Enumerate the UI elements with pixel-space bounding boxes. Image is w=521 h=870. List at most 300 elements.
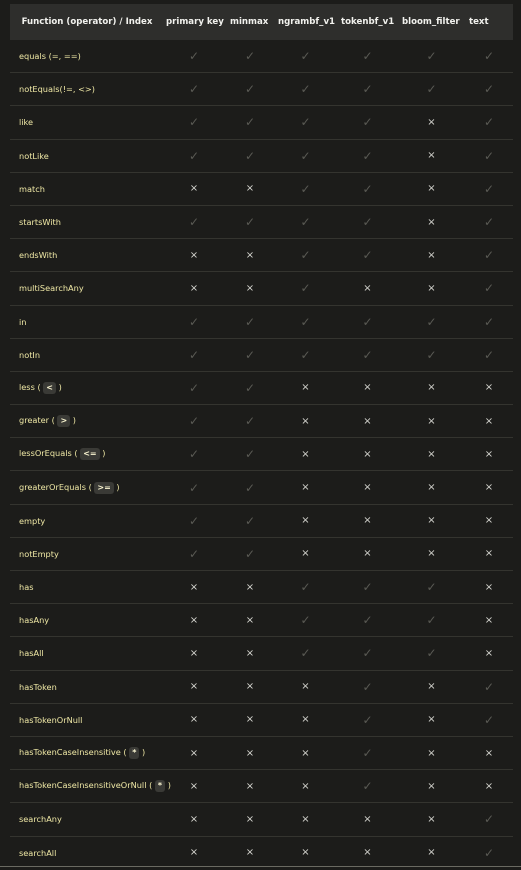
- cross-icon: ×: [427, 448, 436, 460]
- check-icon: ✓: [426, 646, 437, 661]
- cross-icon: ×: [189, 780, 199, 792]
- support-cell: [337, 40, 398, 73]
- support-cell: [274, 438, 337, 471]
- function-name: hasTokenCaseInsensitive (: [19, 747, 127, 758]
- support-cell: [337, 139, 398, 172]
- support-cell: [226, 106, 274, 139]
- support-cell: [465, 770, 513, 803]
- cross-icon: ×: [245, 714, 255, 726]
- cross-icon: ×: [484, 581, 494, 593]
- check-icon: ✓: [300, 82, 311, 97]
- column-header-text: text: [465, 4, 513, 40]
- check-icon: ✓: [188, 49, 200, 64]
- check-icon: ✓: [300, 215, 311, 230]
- cross-icon: ×: [301, 548, 310, 560]
- support-cell: [274, 405, 337, 438]
- support-cell: [398, 703, 465, 736]
- cross-icon: ×: [301, 482, 310, 494]
- support-cell: [162, 371, 226, 404]
- support-cell: [337, 338, 398, 371]
- cross-icon: ×: [427, 780, 436, 792]
- support-cell: [274, 571, 337, 604]
- cross-icon: ×: [245, 847, 255, 859]
- check-icon: ✓: [300, 181, 311, 196]
- cross-icon: ×: [427, 415, 436, 427]
- table-row: [10, 106, 513, 139]
- support-cell: [162, 770, 226, 803]
- support-cell: [398, 338, 465, 371]
- check-icon: ✓: [300, 148, 311, 163]
- cross-icon: ×: [363, 448, 372, 460]
- support-cell: [274, 836, 337, 869]
- support-cell: [226, 736, 274, 769]
- cross-icon: ×: [427, 382, 436, 394]
- check-icon: ✓: [426, 49, 437, 64]
- check-icon: ✓: [188, 347, 200, 362]
- cross-icon: ×: [363, 282, 372, 294]
- index-support-table: [10, 4, 513, 869]
- function-name: empty: [19, 515, 46, 526]
- cross-icon: ×: [189, 614, 199, 626]
- support-cell: [398, 803, 465, 836]
- check-icon: ✓: [483, 347, 495, 362]
- support-cell: [398, 405, 465, 438]
- support-cell: [398, 172, 465, 205]
- function-name: startsWith: [19, 217, 61, 228]
- check-icon: ✓: [300, 281, 311, 296]
- function-name-cell: [10, 571, 162, 604]
- check-icon: ✓: [300, 314, 311, 329]
- cross-icon: ×: [245, 813, 255, 825]
- check-icon: ✓: [483, 248, 495, 263]
- function-name: less (: [19, 381, 41, 392]
- support-cell: [226, 537, 274, 570]
- table-row: [10, 139, 513, 172]
- cross-icon: ×: [189, 282, 199, 294]
- table-header-row: [10, 4, 513, 40]
- support-cell: [162, 338, 226, 371]
- check-icon: ✓: [362, 215, 373, 230]
- check-icon: ✓: [300, 580, 311, 595]
- cross-icon: ×: [427, 249, 436, 261]
- table-row: [10, 803, 513, 836]
- cross-icon: ×: [427, 116, 436, 128]
- function-name-cell: [10, 637, 162, 670]
- check-icon: ✓: [300, 646, 311, 661]
- support-cell: [398, 670, 465, 703]
- support-cell: [274, 637, 337, 670]
- check-icon: ✓: [188, 447, 200, 462]
- support-cell: [226, 504, 274, 537]
- support-cell: [398, 537, 465, 570]
- table-row: [10, 73, 513, 106]
- support-cell: [274, 139, 337, 172]
- support-cell: [465, 239, 513, 272]
- check-icon: ✓: [426, 347, 437, 362]
- check-icon: ✓: [244, 82, 256, 97]
- function-name: match: [19, 183, 45, 194]
- support-cell: [162, 604, 226, 637]
- cross-icon: ×: [427, 515, 436, 527]
- check-icon: ✓: [362, 314, 373, 329]
- check-icon: ✓: [244, 49, 256, 64]
- cross-icon: ×: [189, 647, 199, 659]
- cross-icon: ×: [484, 548, 494, 560]
- cross-icon: ×: [484, 614, 494, 626]
- cross-icon: ×: [484, 647, 494, 659]
- support-cell: [226, 172, 274, 205]
- support-cell: [162, 504, 226, 537]
- support-cell: [398, 371, 465, 404]
- support-cell: [465, 371, 513, 404]
- table-row: [10, 405, 513, 438]
- cross-icon: ×: [363, 415, 372, 427]
- support-cell: [398, 106, 465, 139]
- check-icon: ✓: [244, 347, 256, 362]
- cross-icon: ×: [363, 515, 372, 527]
- cross-icon: ×: [363, 482, 372, 494]
- support-cell: [274, 670, 337, 703]
- support-cell: [162, 172, 226, 205]
- cross-icon: ×: [427, 714, 436, 726]
- check-icon: ✓: [483, 679, 495, 694]
- check-icon: ✓: [188, 414, 200, 429]
- operator-code: <=: [80, 448, 99, 460]
- support-cell: [465, 537, 513, 570]
- check-icon: ✓: [244, 115, 256, 130]
- table-row: [10, 272, 513, 305]
- cross-icon: ×: [301, 382, 310, 394]
- check-icon: ✓: [483, 49, 495, 64]
- support-cell: [465, 139, 513, 172]
- support-cell: [226, 305, 274, 338]
- function-name: in: [19, 316, 27, 327]
- function-name-cell: [10, 139, 162, 172]
- cross-icon: ×: [189, 813, 199, 825]
- cross-icon: ×: [427, 183, 436, 195]
- check-icon: ✓: [483, 845, 495, 860]
- cross-icon: ×: [427, 548, 436, 560]
- cross-icon: ×: [301, 415, 310, 427]
- support-cell: [398, 239, 465, 272]
- cross-icon: ×: [245, 614, 255, 626]
- support-cell: [274, 73, 337, 106]
- check-icon: ✓: [244, 215, 256, 230]
- function-name-suffix: ): [142, 747, 146, 758]
- column-header-tokenbf-v1: tokenbf_v1: [337, 4, 398, 40]
- support-cell: [465, 40, 513, 73]
- check-icon: ✓: [483, 148, 495, 163]
- check-icon: ✓: [244, 380, 256, 395]
- function-name-cell: [10, 205, 162, 238]
- support-cell: [465, 571, 513, 604]
- check-icon: ✓: [188, 115, 200, 130]
- function-name-cell: [10, 371, 162, 404]
- cross-icon: ×: [245, 249, 255, 261]
- cross-icon: ×: [484, 482, 494, 494]
- function-name: multiSearchAny: [19, 283, 84, 294]
- table-row: [10, 239, 513, 272]
- check-icon: ✓: [362, 679, 373, 694]
- function-name: notIn: [19, 349, 41, 360]
- check-icon: ✓: [188, 546, 200, 561]
- check-icon: ✓: [426, 82, 437, 97]
- check-icon: ✓: [300, 49, 311, 64]
- check-icon: ✓: [244, 513, 256, 528]
- table-header: [10, 4, 513, 40]
- support-cell: [226, 836, 274, 869]
- table-row: [10, 371, 513, 404]
- cross-icon: ×: [245, 183, 255, 195]
- function-name: equals (=, ==): [19, 51, 81, 62]
- support-cell: [226, 405, 274, 438]
- support-cell: [465, 836, 513, 869]
- support-cell: [162, 803, 226, 836]
- support-cell: [274, 604, 337, 637]
- table-row: [10, 40, 513, 73]
- cross-icon: ×: [245, 282, 255, 294]
- function-name: hasAll: [19, 648, 44, 659]
- table-row: [10, 471, 513, 504]
- support-cell: [398, 73, 465, 106]
- table-row: [10, 571, 513, 604]
- support-cell: [337, 803, 398, 836]
- support-cell: [465, 438, 513, 471]
- support-cell: [162, 537, 226, 570]
- function-name: hasTokenCaseInsensitiveOrNull (: [19, 780, 153, 791]
- table-row: [10, 438, 513, 471]
- function-name-cell: [10, 272, 162, 305]
- cross-icon: ×: [427, 813, 436, 825]
- support-cell: [337, 106, 398, 139]
- cross-icon: ×: [363, 548, 372, 560]
- check-icon: ✓: [362, 746, 373, 761]
- operator-code: *: [155, 780, 165, 792]
- support-cell: [274, 504, 337, 537]
- cross-icon: ×: [189, 847, 199, 859]
- cross-icon: ×: [301, 747, 310, 759]
- table-row: [10, 703, 513, 736]
- function-name-suffix: ): [58, 381, 62, 392]
- function-name-cell: [10, 438, 162, 471]
- support-cell: [465, 272, 513, 305]
- support-cell: [274, 172, 337, 205]
- support-cell: [398, 836, 465, 869]
- function-name-cell: [10, 770, 171, 803]
- operator-code: *: [129, 747, 139, 759]
- cross-icon: ×: [363, 847, 372, 859]
- support-cell: [398, 604, 465, 637]
- table-row: [10, 836, 513, 869]
- support-cell: [398, 736, 465, 769]
- check-icon: ✓: [244, 148, 256, 163]
- support-cell: [465, 172, 513, 205]
- cross-icon: ×: [301, 847, 310, 859]
- cross-icon: ×: [484, 747, 494, 759]
- support-cell: [274, 471, 337, 504]
- support-cell: [337, 637, 398, 670]
- support-cell: [337, 205, 398, 238]
- function-name-cell: [10, 736, 162, 769]
- check-icon: ✓: [362, 82, 373, 97]
- support-cell: [226, 703, 274, 736]
- support-cell: [337, 371, 398, 404]
- support-cell: [465, 73, 513, 106]
- support-cell: [274, 272, 337, 305]
- cross-icon: ×: [427, 482, 436, 494]
- operator-code: >=: [94, 482, 113, 494]
- support-cell: [226, 205, 274, 238]
- check-icon: ✓: [483, 812, 495, 827]
- support-cell: [337, 604, 398, 637]
- support-cell: [465, 703, 513, 736]
- column-header-primary-key: primary key: [162, 4, 226, 40]
- check-icon: ✓: [300, 347, 311, 362]
- support-cell: [274, 736, 337, 769]
- cross-icon: ×: [245, 581, 255, 593]
- support-cell: [226, 371, 274, 404]
- support-cell: [162, 205, 226, 238]
- support-cell: [226, 571, 274, 604]
- cross-icon: ×: [189, 747, 199, 759]
- function-name-cell: [10, 471, 162, 504]
- support-cell: [337, 272, 398, 305]
- support-cell: [337, 73, 398, 106]
- function-name: hasTokenOrNull: [19, 714, 83, 725]
- function-name-suffix: ): [102, 448, 106, 459]
- function-name: greaterOrEquals (: [19, 481, 92, 492]
- cross-icon: ×: [301, 681, 310, 693]
- check-icon: ✓: [244, 480, 256, 495]
- cross-icon: ×: [301, 714, 310, 726]
- support-cell: [465, 405, 513, 438]
- check-icon: ✓: [300, 115, 311, 130]
- support-cell: [465, 604, 513, 637]
- support-cell: [274, 703, 337, 736]
- cross-icon: ×: [189, 681, 199, 693]
- function-name: hasToken: [19, 681, 57, 692]
- support-cell: [226, 338, 274, 371]
- support-cell: [162, 73, 226, 106]
- index-support-table-container: [10, 4, 513, 869]
- support-cell: [162, 272, 226, 305]
- check-icon: ✓: [188, 215, 200, 230]
- cross-icon: ×: [484, 448, 494, 460]
- support-cell: [162, 471, 226, 504]
- column-header-minmax: minmax: [226, 4, 274, 40]
- support-cell: [398, 139, 465, 172]
- column-header-ngrambf-v1: ngrambf_v1: [274, 4, 337, 40]
- support-cell: [274, 803, 337, 836]
- support-cell: [226, 770, 274, 803]
- cross-icon: ×: [189, 714, 199, 726]
- check-icon: ✓: [483, 215, 495, 230]
- support-cell: [274, 205, 337, 238]
- check-icon: ✓: [362, 779, 373, 794]
- check-icon: ✓: [483, 281, 495, 296]
- function-name: notEmpty: [19, 548, 59, 559]
- support-cell: [465, 205, 513, 238]
- table-row: [10, 770, 513, 803]
- table-row: [10, 205, 513, 238]
- support-cell: [274, 239, 337, 272]
- support-cell: [226, 637, 274, 670]
- support-cell: [337, 736, 398, 769]
- cross-icon: ×: [363, 382, 372, 394]
- cross-icon: ×: [427, 681, 436, 693]
- support-cell: [465, 305, 513, 338]
- function-name-cell: [10, 670, 162, 703]
- support-cell: [337, 836, 398, 869]
- cross-icon: ×: [301, 780, 310, 792]
- check-icon: ✓: [483, 82, 495, 97]
- support-cell: [398, 571, 465, 604]
- check-icon: ✓: [362, 712, 373, 727]
- support-cell: [162, 438, 226, 471]
- support-cell: [162, 106, 226, 139]
- support-cell: [162, 405, 226, 438]
- check-icon: ✓: [244, 414, 256, 429]
- support-cell: [337, 305, 398, 338]
- function-name: like: [19, 117, 34, 128]
- check-icon: ✓: [188, 314, 200, 329]
- cross-icon: ×: [245, 647, 255, 659]
- cross-icon: ×: [484, 515, 494, 527]
- support-cell: [274, 371, 337, 404]
- support-cell: [226, 239, 274, 272]
- support-cell: [226, 670, 274, 703]
- check-icon: ✓: [362, 148, 373, 163]
- function-name-cell: [10, 537, 162, 570]
- cross-icon: ×: [363, 813, 372, 825]
- function-name-cell: [10, 405, 162, 438]
- check-icon: ✓: [426, 314, 437, 329]
- function-name-cell: [10, 106, 162, 139]
- support-cell: [226, 471, 274, 504]
- support-cell: [398, 305, 465, 338]
- table-row: [10, 338, 513, 371]
- support-cell: [162, 571, 226, 604]
- support-cell: [274, 537, 337, 570]
- support-cell: [465, 106, 513, 139]
- function-name-cell: [10, 703, 162, 736]
- support-cell: [337, 239, 398, 272]
- function-name: has: [19, 582, 34, 593]
- check-icon: ✓: [362, 181, 373, 196]
- check-icon: ✓: [483, 181, 495, 196]
- support-cell: [226, 139, 274, 172]
- cross-icon: ×: [427, 150, 436, 162]
- support-cell: [398, 504, 465, 537]
- support-cell: [398, 272, 465, 305]
- function-name: searchAny: [19, 814, 62, 825]
- support-cell: [162, 736, 226, 769]
- support-cell: [465, 637, 513, 670]
- support-cell: [162, 305, 226, 338]
- function-name-cell: [10, 504, 162, 537]
- check-icon: ✓: [244, 447, 256, 462]
- support-cell: [162, 703, 226, 736]
- function-name: greater (: [19, 415, 55, 426]
- cross-icon: ×: [301, 448, 310, 460]
- function-name-cell: [10, 836, 162, 869]
- check-icon: ✓: [362, 49, 373, 64]
- function-name-suffix: ): [116, 481, 120, 492]
- function-name-suffix: ): [72, 415, 76, 426]
- function-name: hasAny: [19, 615, 50, 626]
- check-icon: ✓: [188, 480, 200, 495]
- support-cell: [398, 40, 465, 73]
